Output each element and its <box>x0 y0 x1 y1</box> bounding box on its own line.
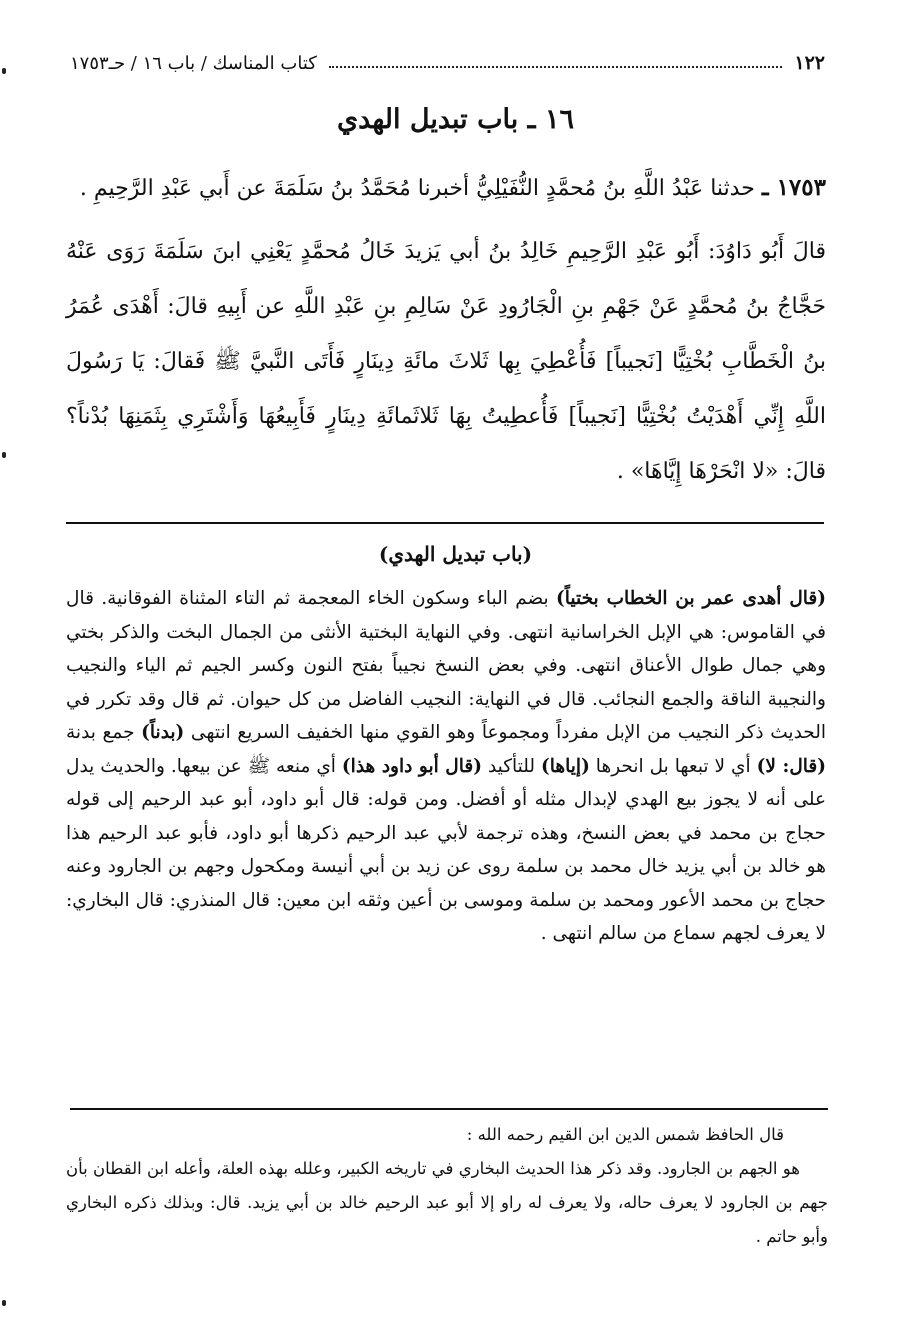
hadith-isnad-paragraph <box>66 160 826 216</box>
hadith-isnad: حدثنا عَبْدُ اللَّهِ بنُ مُحمَّدٍ النُّفَيْلِيُّ أخبرنا مُحَمَّدُ بنُ سَلَمَةَ عن أَبي عَبْدِ الرَّحِيمِ . <box>79 176 762 201</box>
commentary-span: بضم الباء وسكون الخاء المعجمة ثم التاء المثناة الفوقانية. قال في القاموس: هي الإبل الخراسانية انتهى. وفي النهاية البختية الأنثى من الجمال البخت والذكر بختي وهي جمال طوال الأعناق انتهى. وفي بعض النسخ نجيباً بفتح النون وكسر الجيم ثم الياء والنجيب والنجيبة الناقة والجمع النجائب. قال في النهاية: النجيب الفاضل من كل حيوان. ثم قال وقد تكرر في الحديث ذكر النجيب من الإبل مفرداً ومجموعاً وهو القوي منها الخفيف السريع انتهى <box>66 588 827 743</box>
hadith-text <box>66 160 826 499</box>
commentary-lemma: (قال: لا) <box>756 755 826 777</box>
page-number: ١٢٢ <box>794 52 825 74</box>
scan-mark <box>2 1300 6 1306</box>
commentary-lemma: (قال أبو داود هذا) <box>341 755 482 777</box>
page-header <box>70 48 825 78</box>
commentary-paragraph <box>66 582 826 951</box>
scan-mark <box>2 68 6 74</box>
footnote-divider <box>70 1108 828 1110</box>
commentary-span: أي لا تبعها بل انحرها <box>589 755 757 777</box>
commentary-lemma: (بدناً) <box>141 722 185 743</box>
header-leader-dots <box>329 66 783 68</box>
commentary-lemma: (إياها) <box>541 755 590 777</box>
running-title: كتاب المناسك / باب ١٦ / حـ١٧٥٣ <box>70 52 317 74</box>
commentary-span: أي منعه ﷺ عن بيعها. والحديث يدل على أنه لا يجوز بيع الهدي لإبدال مثله أو أفضل. ومن قوله: قال أبو داود، أبو عبد الرحيم إلى قوله حجاج بن محمد في بعض النسخ، وهذه ترجمة لأبي عبد الرحيم ذكرها أبو داود، فأبو عبد الرحيم هذا هو خالد بن أبي يزيد خال محمد بن سلمة روى عن زيد بن أبي أنيسة ومكحول وجهم بن الجارود وعنه حجاج بن محمد الأعور ومحمد بن سلمة وموسى بن أعين وثقه ابن معين: قال المنذري: قال البخاري: لا يعرف لجهم سماع من سالم انتهى . <box>66 755 826 944</box>
hadith-number: ١٧٥٣ ـ <box>761 174 826 201</box>
scan-mark <box>2 452 6 458</box>
hadith-body: قالَ أَبُو دَاوُدَ: أَبُو عَبْدِ الرَّحِيمِ خَالِدُ بنُ أبي يَزيدَ خَالُ مُحمَّدٍ يَعْنِي ابنَ سَلَمَةَ رَوَى عَنْهُ حَجَّاجُ بنُ مُحمَّدٍ عَنْ جَهْمِ بنِ الْجَارُودِ عَنْ سَالِمِ بنِ عَبْدِ اللَّهِ عن أَبِيهِ قالَ: أَهْدَى عُمَرُ بنُ الْخَطَّابِ بُخْتِيًّا [نَجيباً] فَأُعْطِيَ بِها ثَلاثَ مائَةِ دِينَارٍ فَأَتَى النَّبيَّ ﷺ فَقالَ: يَا رَسُولَ اللَّهِ إِنِّي أَهْدَيْتُ بُخْتِيًّا [نَجيباً] فَأُعطِيتُ بِهَا ثَلاثَمائَةِ دِينَارٍ فَأَبِيعُهَا وَأَشْتَرِي بِثَمَنِهَا بُدْناً؟ قالَ: «لا انْحَرْهَا إِيَّاهَا» . <box>66 239 827 484</box>
footnote <box>66 1118 828 1254</box>
footnote-heading: قال الحافظ شمس الدين ابن القيم رحمه الله : <box>466 1125 784 1144</box>
commentary-text <box>66 582 826 951</box>
commentary-lemma: (قال أهدى عمر بن الخطاب بختياً) <box>556 588 826 609</box>
commentary-span: للتأكيد <box>481 755 541 777</box>
section-divider <box>66 522 824 524</box>
commentary-span: جمع بدنة <box>66 722 142 743</box>
footnote-body: هو الجهم بن الجارود. وقد ذكر هذا الحديث البخاري في تاريخه الكبير، وعلله بهذه العلة، وأعله ابن القطان بأن جهم بن الجارود لا يعرف حاله، ولا يعرف له راو إلا أبو عبد الرحيم خالد بن أبي يزيد. قال: وبذلك ذكره البخاري وأبو حاتم . <box>66 1159 828 1246</box>
commentary-title: (باب تبديل الهدي) <box>378 542 533 566</box>
chapter-title: ١٦ ـ باب تبديل الهدي <box>337 104 574 135</box>
